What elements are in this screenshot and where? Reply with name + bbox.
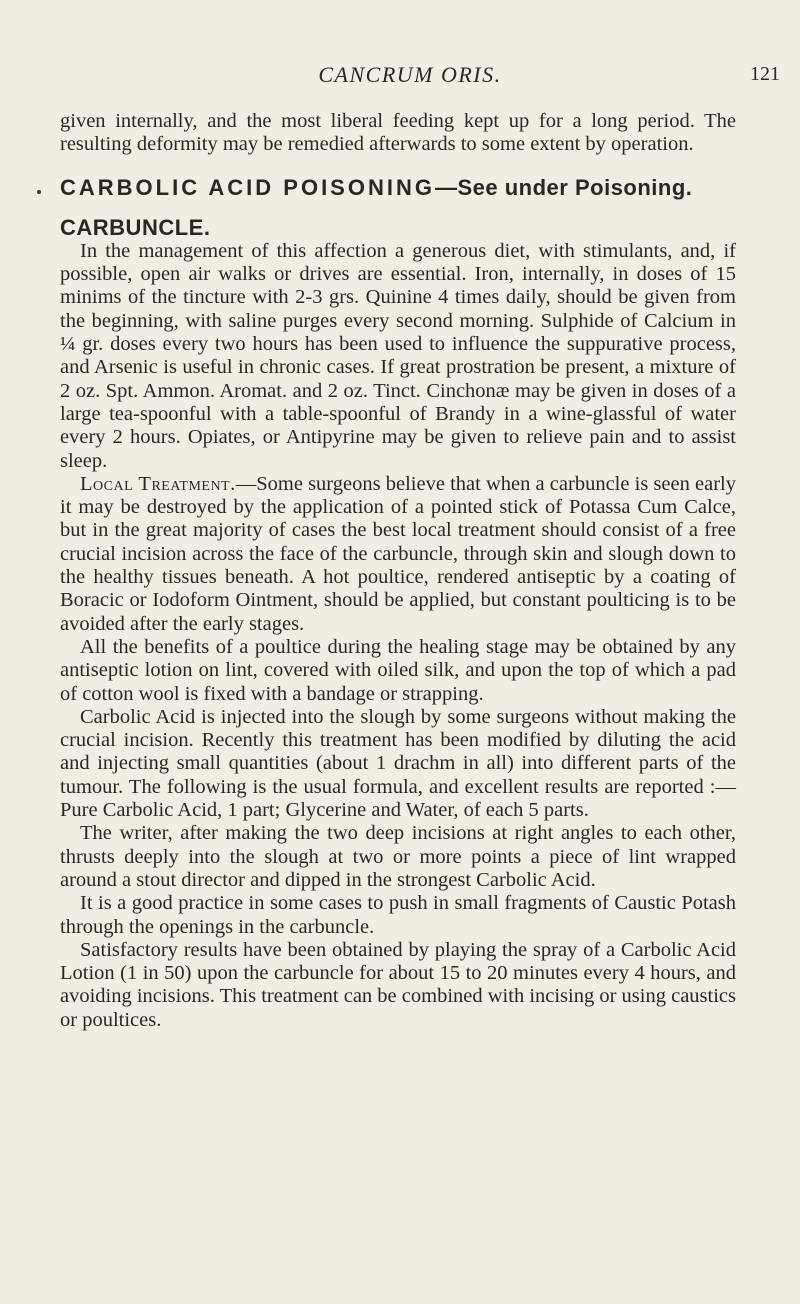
page-number: 121 — [750, 63, 780, 85]
paragraph: It is a good practice in some cases to push in small fragments of Caustic Potash through the openings in the carbuncle. — [60, 892, 736, 938]
paragraph: The writer, after making the two deep incisions at right angles to each other, thrusts deeply into the slough at two or more points a piece of lint wrapped around a stout director and dipped in the strongest Carbolic Acid. — [60, 822, 736, 891]
entry-heading-carbuncle: CARBUNCLE. — [60, 214, 211, 240]
paragraph: Satisfactory results have been obtained by playing the spray of a Carbolic Acid Lotion (1 in 50) upon the carbuncle for about 15 to 20 minutes every 4 hours, and avoiding incisions. This treatment can be combined with incising or using caustics or poultices. — [60, 938, 736, 1031]
paragraph: Carbolic Acid is injected into the slough by some surgeons without making the crucial incision. Recently this treatment has been modified by diluting the acid and injecting small quantities (about 1 drachm in all) into different parts of the tumour. The following is the usual formula, and excellent results are reported :— Pure Carbolic Acid, 1 part; Glycerine and Water, of each 5 parts. — [60, 705, 736, 822]
page-body — [60, 110, 736, 1032]
paragraph-text: —Some surgeons believe that when a carbuncle is seen early it may be destroyed by the application of a pointed stick of Potassa Cum Calce, but in the great majority of cases the best local treatment should consist of a free crucial incision across the face of the carbuncle, through skin and slough down to the healthy tissues beneath. A hot poultice, rendered antiseptic by a coating of Boracic or Iodoform Ointment, should be applied, but constant poulticing is to be avoided after the early stages. — [60, 472, 736, 635]
margin-mark — [37, 190, 41, 194]
paragraph: In the management of this affection a generous diet, with stimulants, and, if possible, open air walks or drives are essential. Iron, internally, in doses of 15 minims of the tincture with 2-3 grs. Quinine 4 times daily, should be given from the beginning, with saline purges every second morning. Sulphide of Calcium in ¼ gr. doses every two hours has been used to influence the suppurative process, and Arsenic is useful in chronic cases. If great prostration be present, a mixture of 2 oz. Spt. Ammon. Aromat. and 2 oz. Tinct. Cinchonæ may be given in doses of a large tea-spoonful with a table-spoonful of Brandy in a wine-glassful of water every 2 hours. Opiates, or Antipyrine may be given to relieve pain and to assist sleep. — [60, 239, 736, 472]
running-title: CANCRUM ORIS. — [318, 62, 502, 87]
cross-reference: —See under Poisoning. — [434, 174, 693, 200]
paragraph-lead: Local Treatment. — [80, 472, 236, 495]
page-header — [40, 62, 780, 92]
paragraph: All the benefits of a poultice during the healing stage may be obtained by any antiseptic lotion on lint, covered with oiled silk, and upon the top of which a pad of cotton wool is fixed with a bandage or strapping. — [60, 635, 736, 705]
paragraph-local-treatment — [60, 473, 736, 636]
paragraph-continuation: given internally, and the most liberal feeding kept up for a long period. The resulting deformity may be remedied afterwards to some extent by operation. — [60, 110, 736, 156]
entry-heading: CARBOLIC ACID POISONING — [60, 174, 435, 200]
entry-carbolic-acid-poisoning — [60, 175, 736, 201]
